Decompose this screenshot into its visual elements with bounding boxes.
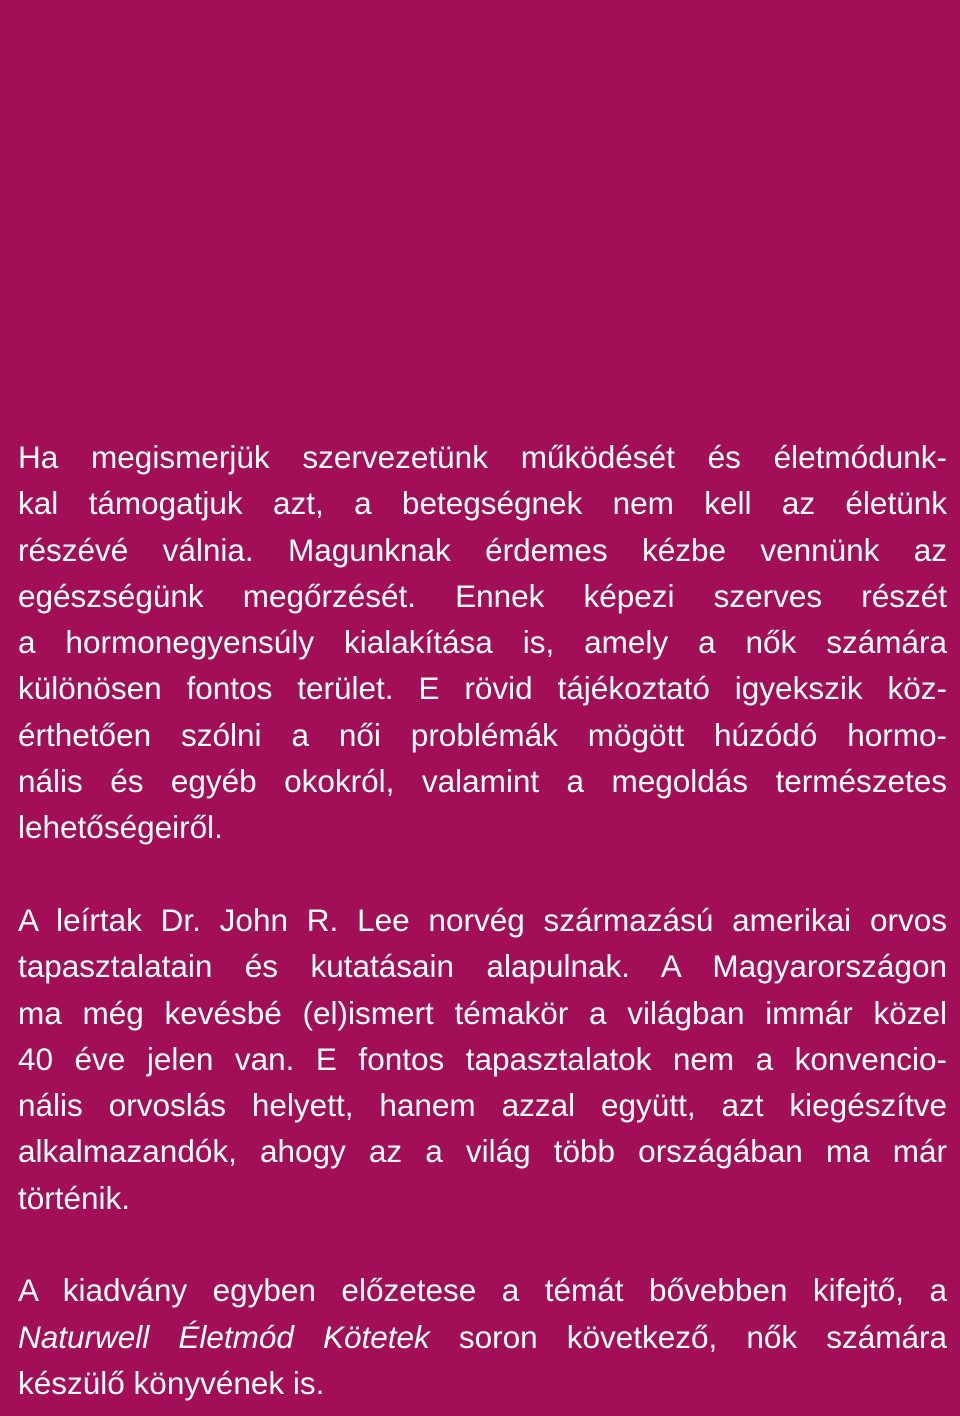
series-title: Naturwell Életmód Kötetek [18, 1318, 430, 1355]
paragraph-author [18, 897, 947, 1221]
paragraph-intro [18, 434, 947, 851]
text-line: érthetően szólni a női problémák mögött húzódó hormo- [18, 716, 947, 753]
text-line: a hormonegyensúly kialakítása is, amely a nők számára [18, 624, 947, 661]
text-fragment: soron következő, nők számára [429, 1318, 947, 1355]
text-line: kal támogatjuk azt, a betegségnek nem kell az életünk [18, 485, 947, 522]
text-line: 40 éve jelen van. E fontos tapasztalatok nem a konvencio- [18, 1040, 947, 1077]
paragraph-gap [18, 851, 947, 897]
text-line: különösen fontos terület. E rövid tájékoztató igyekszik köz- [18, 670, 947, 707]
text-line: tapasztalatain és kutatásain alapulnak. A Magyarországon [18, 948, 947, 985]
text-line [18, 1314, 947, 1360]
paragraph-series [18, 1267, 947, 1406]
text-line: A kiadvány egyben előzetese a témát bővebben kifejtő, a [18, 1272, 947, 1309]
text-line: egészségünk megőrzését. Ennek képezi szerves részét [18, 577, 947, 614]
text-line: lehetőségeiről. [18, 809, 223, 846]
text-line: ma még kevésbé (el)ismert témakör a világban immár közel [18, 994, 947, 1031]
text-line: alkalmazandók, ahogy az a világ több országában ma már [18, 1133, 947, 1170]
text-line: Ha megismerjük szervezetünk működését és életmódunk- [18, 439, 947, 475]
text-line: nális és egyéb okokról, valamint a megoldás természetes [18, 763, 947, 800]
paragraph-gap [18, 1221, 947, 1267]
text-line: történik. [18, 1179, 131, 1216]
text-line: nális orvoslás helyett, hanem azzal együtt, azt kiegészítve [18, 1087, 947, 1124]
text-line: készülő könyvének is. [18, 1364, 325, 1401]
text-line: részévé válnia. Magunknak érdemes kézbe vennünk az [18, 531, 947, 568]
back-cover-text [18, 434, 947, 1406]
text-line: A leírtak Dr. John R. Lee norvég származású amerikai orvos [18, 901, 947, 938]
